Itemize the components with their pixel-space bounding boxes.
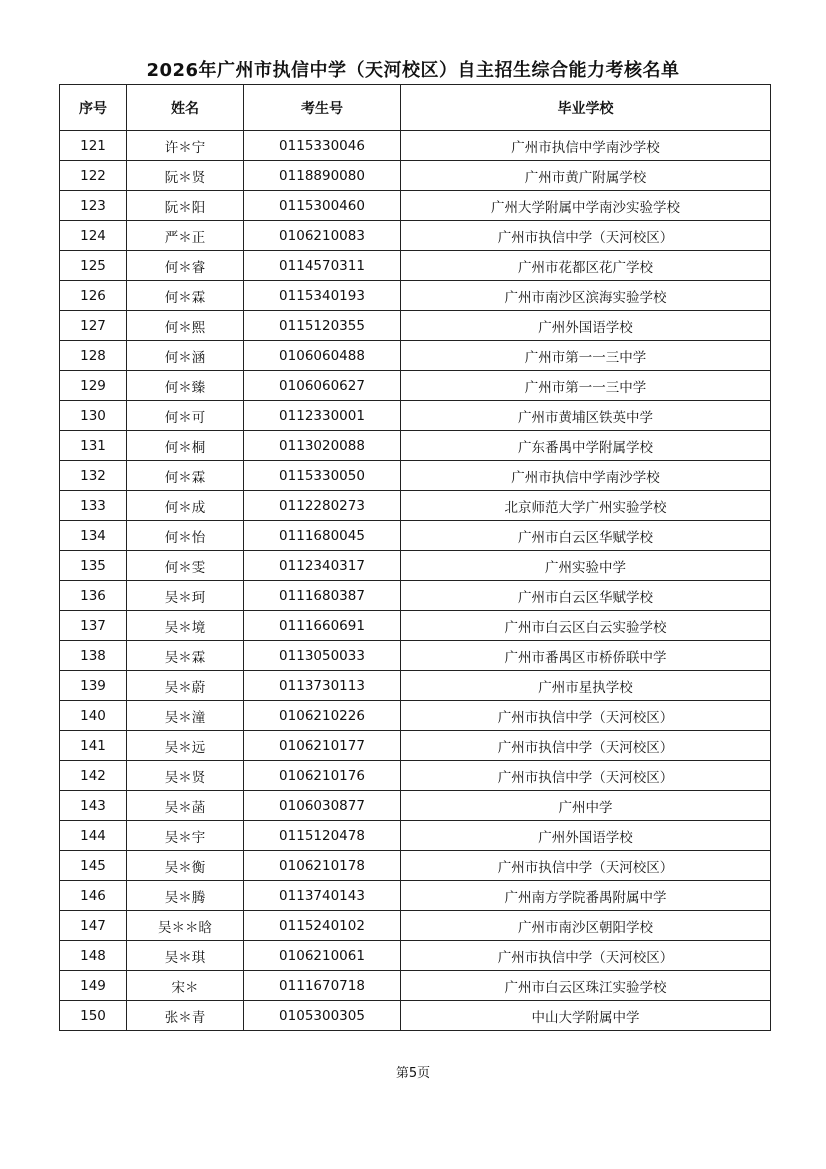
- cell-candidate-number: 0106210176: [244, 761, 401, 791]
- cell-graduating-school: 广州外国语学校: [401, 311, 771, 341]
- cell-graduating-school: 广州市执信中学（天河校区）: [401, 851, 771, 881]
- cell-graduating-school: 广州实验中学: [401, 551, 771, 581]
- table-row: [60, 671, 771, 701]
- cell-serial-number: 143: [60, 791, 127, 821]
- table-row: [60, 581, 771, 611]
- cell-candidate-number: 0111680387: [244, 581, 401, 611]
- cell-name: 何＊怡: [127, 521, 244, 551]
- cell-name: 何＊熙: [127, 311, 244, 341]
- table-row: [60, 131, 771, 161]
- table-header-row: [60, 85, 771, 131]
- cell-graduating-school: 广州市南沙区滨海实验学校: [401, 281, 771, 311]
- cell-graduating-school: 广州市第一一三中学: [401, 371, 771, 401]
- header-graduating-school: 毕业学校: [401, 85, 771, 131]
- roster-body: [60, 131, 771, 1031]
- header-name: 姓名: [127, 85, 244, 131]
- table-row: [60, 431, 771, 461]
- table-row: [60, 461, 771, 491]
- table-row: [60, 251, 771, 281]
- table-row: [60, 491, 771, 521]
- cell-candidate-number: 0115120478: [244, 821, 401, 851]
- cell-name: 吴＊境: [127, 611, 244, 641]
- cell-name: 吴＊琪: [127, 941, 244, 971]
- cell-candidate-number: 0111660691: [244, 611, 401, 641]
- table-row: [60, 761, 771, 791]
- cell-name: 何＊可: [127, 401, 244, 431]
- cell-graduating-school: 广州市黄埔区铁英中学: [401, 401, 771, 431]
- cell-name: 吴＊远: [127, 731, 244, 761]
- cell-candidate-number: 0115240102: [244, 911, 401, 941]
- table-row: [60, 161, 771, 191]
- table-row: [60, 881, 771, 911]
- cell-serial-number: 136: [60, 581, 127, 611]
- cell-graduating-school: 广州市番禺区市桥侨联中学: [401, 641, 771, 671]
- cell-serial-number: 123: [60, 191, 127, 221]
- cell-serial-number: 140: [60, 701, 127, 731]
- cell-graduating-school: 广州南方学院番禺附属中学: [401, 881, 771, 911]
- cell-graduating-school: 广州大学附属中学南沙实验学校: [401, 191, 771, 221]
- cell-candidate-number: 0112340317: [244, 551, 401, 581]
- cell-candidate-number: 0106210178: [244, 851, 401, 881]
- cell-serial-number: 139: [60, 671, 127, 701]
- cell-candidate-number: 0118890080: [244, 161, 401, 191]
- cell-serial-number: 127: [60, 311, 127, 341]
- cell-candidate-number: 0106210177: [244, 731, 401, 761]
- cell-serial-number: 126: [60, 281, 127, 311]
- table-row: [60, 791, 771, 821]
- cell-name: 吴＊宇: [127, 821, 244, 851]
- cell-name: 吴＊菡: [127, 791, 244, 821]
- table-row: [60, 641, 771, 671]
- cell-name: 吴＊衡: [127, 851, 244, 881]
- page-number: 第5页: [395, 1066, 431, 1081]
- cell-name: 何＊雯: [127, 551, 244, 581]
- cell-name: 吴＊＊晗: [127, 911, 244, 941]
- cell-name: 吴＊霖: [127, 641, 244, 671]
- table-row: [60, 731, 771, 761]
- cell-candidate-number: 0106060488: [244, 341, 401, 371]
- cell-candidate-number: 0113050033: [244, 641, 401, 671]
- cell-serial-number: 122: [60, 161, 127, 191]
- cell-serial-number: 129: [60, 371, 127, 401]
- table-row: [60, 341, 771, 371]
- cell-candidate-number: 0115330046: [244, 131, 401, 161]
- cell-name: 严＊正: [127, 221, 244, 251]
- cell-serial-number: 131: [60, 431, 127, 461]
- cell-serial-number: 141: [60, 731, 127, 761]
- cell-serial-number: 135: [60, 551, 127, 581]
- header-serial-number: 序号: [60, 85, 127, 131]
- cell-name: 阮＊贤: [127, 161, 244, 191]
- cell-candidate-number: 0106210061: [244, 941, 401, 971]
- cell-candidate-number: 0114570311: [244, 251, 401, 281]
- cell-candidate-number: 0112330001: [244, 401, 401, 431]
- cell-candidate-number: 0112280273: [244, 491, 401, 521]
- cell-candidate-number: 0105300305: [244, 1001, 401, 1031]
- cell-serial-number: 142: [60, 761, 127, 791]
- cell-graduating-school: 广州市执信中学南沙学校: [401, 131, 771, 161]
- cell-candidate-number: 0113020088: [244, 431, 401, 461]
- header-candidate-number: 考生号: [244, 85, 401, 131]
- cell-name: 阮＊阳: [127, 191, 244, 221]
- cell-serial-number: 130: [60, 401, 127, 431]
- table-row: [60, 941, 771, 971]
- cell-graduating-school: 广州市执信中学（天河校区）: [401, 701, 771, 731]
- cell-serial-number: 137: [60, 611, 127, 641]
- table-row: [60, 701, 771, 731]
- cell-graduating-school: 广州市星执学校: [401, 671, 771, 701]
- table-row: [60, 611, 771, 641]
- cell-serial-number: 121: [60, 131, 127, 161]
- cell-candidate-number: 0115120355: [244, 311, 401, 341]
- cell-graduating-school: 广州市花都区花广学校: [401, 251, 771, 281]
- cell-serial-number: 128: [60, 341, 127, 371]
- cell-candidate-number: 0111670718: [244, 971, 401, 1001]
- cell-graduating-school: 广州市执信中学（天河校区）: [401, 221, 771, 251]
- cell-name: 吴＊腾: [127, 881, 244, 911]
- cell-name: 吴＊贤: [127, 761, 244, 791]
- cell-graduating-school: 广州市白云区白云实验学校: [401, 611, 771, 641]
- cell-graduating-school: 广州中学: [401, 791, 771, 821]
- cell-serial-number: 133: [60, 491, 127, 521]
- cell-graduating-school: 广州市白云区华赋学校: [401, 581, 771, 611]
- cell-graduating-school: 广州市第一一三中学: [401, 341, 771, 371]
- cell-graduating-school: 广州市黄广附属学校: [401, 161, 771, 191]
- cell-serial-number: 124: [60, 221, 127, 251]
- cell-candidate-number: 0106210226: [244, 701, 401, 731]
- cell-serial-number: 147: [60, 911, 127, 941]
- cell-name: 许＊宁: [127, 131, 244, 161]
- cell-candidate-number: 0115300460: [244, 191, 401, 221]
- table-row: [60, 911, 771, 941]
- cell-candidate-number: 0106210083: [244, 221, 401, 251]
- cell-serial-number: 138: [60, 641, 127, 671]
- table-row: [60, 521, 771, 551]
- cell-name: 何＊霖: [127, 281, 244, 311]
- table-row: [60, 371, 771, 401]
- table-row: [60, 221, 771, 251]
- cell-name: 何＊成: [127, 491, 244, 521]
- table-row: [60, 971, 771, 1001]
- table-row: [60, 281, 771, 311]
- cell-name: 张＊青: [127, 1001, 244, 1031]
- cell-name: 何＊臻: [127, 371, 244, 401]
- cell-graduating-school: 广州市执信中学（天河校区）: [401, 941, 771, 971]
- cell-serial-number: 132: [60, 461, 127, 491]
- cell-graduating-school: 广州市白云区华赋学校: [401, 521, 771, 551]
- cell-graduating-school: 广州市执信中学（天河校区）: [401, 761, 771, 791]
- cell-serial-number: 149: [60, 971, 127, 1001]
- cell-graduating-school: 广州市白云区珠江实验学校: [401, 971, 771, 1001]
- cell-candidate-number: 0113740143: [244, 881, 401, 911]
- cell-name: 吴＊潼: [127, 701, 244, 731]
- cell-name: 何＊涵: [127, 341, 244, 371]
- cell-serial-number: 150: [60, 1001, 127, 1031]
- cell-graduating-school: 广州市南沙区朝阳学校: [401, 911, 771, 941]
- cell-candidate-number: 0115340193: [244, 281, 401, 311]
- cell-graduating-school: 广州外国语学校: [401, 821, 771, 851]
- cell-serial-number: 145: [60, 851, 127, 881]
- cell-candidate-number: 0106060627: [244, 371, 401, 401]
- cell-name: 宋＊: [127, 971, 244, 1001]
- cell-serial-number: 144: [60, 821, 127, 851]
- table-row: [60, 1001, 771, 1031]
- cell-serial-number: 148: [60, 941, 127, 971]
- cell-serial-number: 134: [60, 521, 127, 551]
- cell-serial-number: 146: [60, 881, 127, 911]
- cell-name: 吴＊珂: [127, 581, 244, 611]
- cell-graduating-school: 广州市执信中学（天河校区）: [401, 731, 771, 761]
- cell-graduating-school: 广东番禺中学附属学校: [401, 431, 771, 461]
- cell-name: 何＊霖: [127, 461, 244, 491]
- roster-table: [59, 84, 771, 1031]
- cell-name: 何＊桐: [127, 431, 244, 461]
- page-title: 2026年广州市执信中学（天河校区）自主招生综合能力考核名单: [146, 60, 680, 81]
- table-row: [60, 551, 771, 581]
- cell-graduating-school: 北京师范大学广州实验学校: [401, 491, 771, 521]
- cell-graduating-school: 广州市执信中学南沙学校: [401, 461, 771, 491]
- table-row: [60, 191, 771, 221]
- cell-candidate-number: 0111680045: [244, 521, 401, 551]
- cell-candidate-number: 0106030877: [244, 791, 401, 821]
- cell-candidate-number: 0113730113: [244, 671, 401, 701]
- cell-name: 吴＊蔚: [127, 671, 244, 701]
- table-row: [60, 821, 771, 851]
- cell-candidate-number: 0115330050: [244, 461, 401, 491]
- cell-serial-number: 125: [60, 251, 127, 281]
- table-row: [60, 851, 771, 881]
- table-row: [60, 311, 771, 341]
- table-row: [60, 401, 771, 431]
- cell-graduating-school: 中山大学附属中学: [401, 1001, 771, 1031]
- cell-name: 何＊睿: [127, 251, 244, 281]
